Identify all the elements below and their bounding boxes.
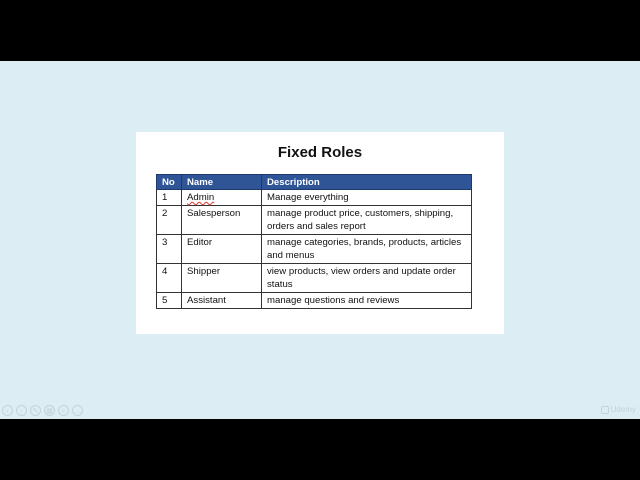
slideshow-controls <box>2 405 83 416</box>
watermark-text: Udemy <box>610 405 636 414</box>
roles-table <box>156 174 472 309</box>
presentation-stage <box>0 61 640 419</box>
pen-icon[interactable]: ✎ <box>30 405 41 416</box>
slide-title: Fixed Roles <box>277 144 363 161</box>
row-no: 2 <box>157 206 182 235</box>
row-description: manage questions and reviews <box>262 293 472 309</box>
next-icon[interactable]: › <box>16 405 27 416</box>
more-icon[interactable]: … <box>72 405 83 416</box>
row-no: 5 <box>157 293 182 309</box>
row-name: Salesperson <box>182 206 262 235</box>
row-description: view products, view orders and update order status <box>262 264 472 293</box>
row-description: Manage everything <box>262 190 472 206</box>
table-row <box>157 206 472 235</box>
slide <box>136 132 504 334</box>
row-description: manage categories, brands, products, articles and menus <box>262 235 472 264</box>
header-no: No <box>157 175 182 190</box>
row-no: 1 <box>157 190 182 206</box>
row-name: Assistant <box>182 293 262 309</box>
row-no: 4 <box>157 264 182 293</box>
header-name: Name <box>182 175 262 190</box>
slides-icon[interactable]: ▦ <box>44 405 55 416</box>
row-name: Editor <box>182 235 262 264</box>
udemy-logo-icon <box>601 406 609 414</box>
row-no: 3 <box>157 235 182 264</box>
table-row <box>157 293 472 309</box>
row-name-text: Admin <box>187 192 215 203</box>
row-name <box>182 190 262 206</box>
zoom-icon[interactable]: ⌕ <box>58 405 69 416</box>
table-row <box>157 190 472 206</box>
watermark <box>601 405 636 414</box>
table-header-row <box>157 175 472 190</box>
row-description: manage product price, customers, shipping, orders and sales report <box>262 206 472 235</box>
header-description: Description <box>262 175 472 190</box>
previous-icon[interactable]: ‹ <box>2 405 13 416</box>
row-name: Shipper <box>182 264 262 293</box>
table-row <box>157 235 472 264</box>
table-row <box>157 264 472 293</box>
